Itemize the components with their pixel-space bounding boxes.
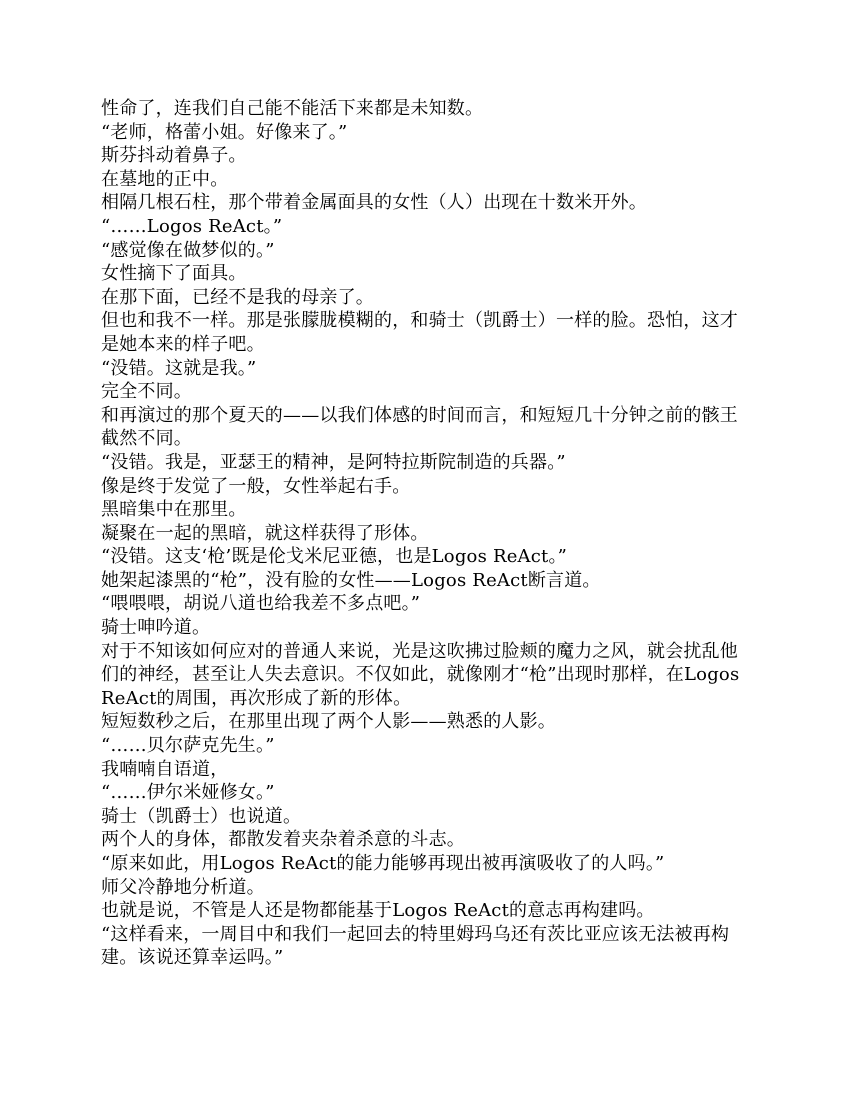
paragraph: 斯芬抖动着鼻子。 <box>101 145 247 167</box>
paragraph: 师父冷静地分析道。 <box>101 876 265 898</box>
paragraph: “喂喂喂，胡说八道也给我差不多点吧。” <box>101 593 421 615</box>
paragraph: “没错。我是，亚瑟王的精神，是阿特拉斯院制造的兵器。” <box>101 451 566 473</box>
paragraph: “没错。这就是我。” <box>101 357 257 379</box>
paragraph: 对于不知该如何应对的普通人来说，光是这吹拂过脸颊的魔力之风，就会扰乱他们的神经，甚至让人失去意识。不仅如此，就像刚才“枪”出现时那样，在Logos ReAct的周围，再次形成了新的形体。 <box>101 640 740 709</box>
paragraph: 女性摘下了面具。 <box>101 263 247 285</box>
paragraph: 性命了，连我们自己能不能活下来都是未知数。 <box>101 98 484 119</box>
paragraph: 像是终于发觉了一般，女性举起右手。 <box>101 475 411 497</box>
paragraph: 相隔几根石柱，那个带着金属面具的女性（人）出现在十数米开外。 <box>101 192 647 214</box>
paragraph: 凝聚在一起的黑暗，就这样获得了形体。 <box>101 522 429 544</box>
paragraph: 但也和我不一样。那是张朦胧模糊的，和骑士（凯爵士）一样的脸。恐怕，这才是她本来的样子吧。 <box>101 310 738 355</box>
paragraph: 在那下面，已经不是我的母亲了。 <box>101 286 374 308</box>
paragraph: “……贝尔萨克先生。” <box>101 735 275 757</box>
paragraph: 骑士（凯爵士）也说道。 <box>101 805 302 827</box>
paragraph: 也就是说，不管是人还是物都能基于Logos ReAct的意志再构建吗。 <box>101 900 655 922</box>
paragraph: 黑暗集中在那里。 <box>101 499 247 521</box>
paragraph: 在墓地的正中。 <box>101 168 229 190</box>
paragraph: “这样看来，一周目中和我们一起回去的特里姆玛乌还有茨比亚应该无法被再构建。该说还算幸运吗。” <box>101 923 730 969</box>
paragraph: 短短数秒之后，在那里出现了两个人影——熟悉的人影。 <box>101 711 556 733</box>
paragraph: “老师，格蕾小姐。好像来了。” <box>101 121 348 143</box>
paragraph: “原来如此，用Logos ReAct的能力能够再现出被再演吸收了的人吗。” <box>101 853 665 874</box>
paragraph: 完全不同。 <box>101 381 192 403</box>
paragraph: 我喃喃自语道， <box>101 758 229 780</box>
paragraph: “……伊尔米娅修女。” <box>101 782 275 804</box>
paragraph: “……Logos ReAct。” <box>101 215 283 237</box>
paragraph: 和再演过的那个夏天的——以我们体感的时间而言，和短短几十分钟之前的骸王截然不同。 <box>101 404 738 450</box>
paragraph: 两个人的身体，都散发着夹杂着杀意的斗志。 <box>101 829 465 851</box>
document-page <box>101 97 751 970</box>
paragraph: “感觉像在做梦似的。” <box>101 239 275 261</box>
paragraph: “没错。这支‘枪’既是伦戈米尼亚德，也是Logos ReAct。” <box>101 546 568 568</box>
paragraph: 她架起漆黑的“枪”，没有脸的女性——Logos ReAct断言道。 <box>101 569 601 591</box>
paragraph: 骑士呻吟道。 <box>101 617 211 639</box>
